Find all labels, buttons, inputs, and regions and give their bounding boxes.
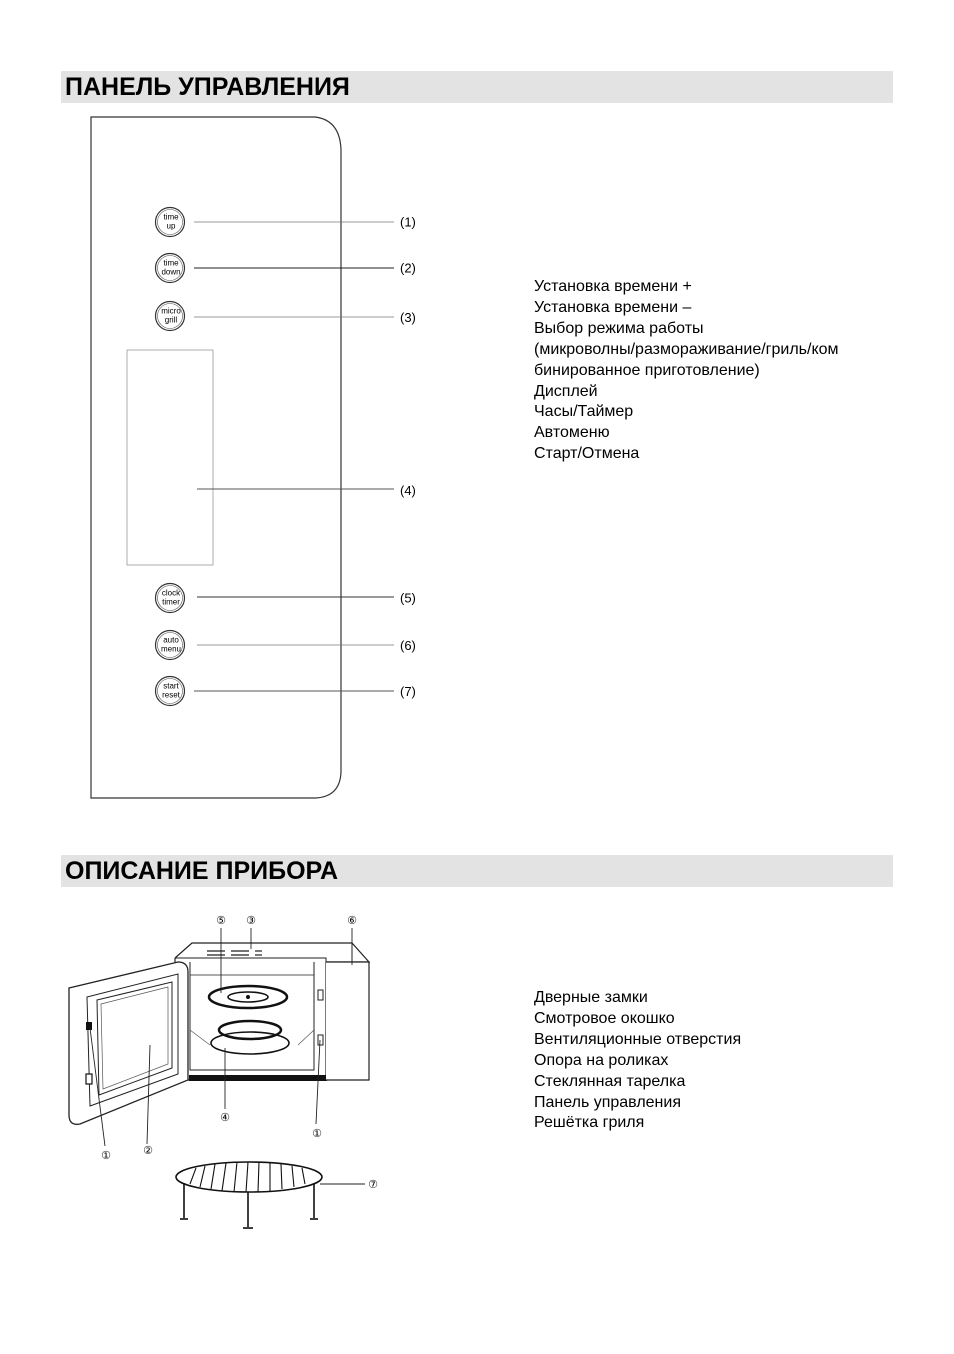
legend-item: Дисплей	[534, 382, 598, 400]
auto-menu-label-1: auto	[163, 635, 179, 645]
appliance-title: ОПИСАНИЕ ПРИБОРА	[65, 857, 339, 885]
marker-6: ⑥	[347, 915, 357, 927]
callout-3: (3)	[400, 310, 416, 325]
door-latch-top	[86, 1022, 92, 1030]
micro-grill-label-1: micro	[161, 306, 181, 316]
legend-item: Автоменю	[534, 424, 610, 442]
time-down-label-1: time	[163, 258, 179, 268]
callout-4: (4)	[400, 483, 416, 498]
start-reset-label-1: start	[163, 681, 179, 691]
auto-menu-label-2: menu	[160, 644, 182, 654]
clock-timer-label-1: clock	[161, 588, 181, 598]
callout-2: (2)	[400, 260, 416, 276]
callout-1: (1)	[400, 214, 416, 230]
legend-item: Дверные замки	[534, 989, 648, 1006]
roller-ring	[219, 1021, 281, 1039]
legend-item: бинированное приготовление)	[534, 361, 760, 379]
legend-item: Вентиляционные отверстия	[534, 1030, 742, 1048]
cabinet-body	[175, 958, 326, 1080]
start-reset-label-2: reset	[162, 690, 180, 700]
appliance-legend	[534, 988, 894, 1134]
legend-item: Часы/Таймер	[534, 403, 634, 421]
micro-grill-label-2: grill	[164, 315, 178, 325]
control-panel-title: ПАНЕЛЬ УПРАВЛЕНИЯ	[65, 73, 350, 101]
legend-item: Опора на роликах	[534, 1051, 669, 1069]
cabinet-base	[189, 1075, 327, 1081]
legend-item: Установка времени +	[534, 278, 692, 295]
grill-rack	[176, 1162, 322, 1228]
marker-2: ②	[143, 1145, 153, 1157]
time-down-label-2: down	[161, 267, 181, 277]
legend-item: Установка времени –	[534, 298, 692, 316]
marker-4: ④	[220, 1112, 230, 1124]
legend-item: Стеклянная тарелка	[534, 1072, 686, 1090]
legend-item: Старт/Отмена	[534, 445, 640, 463]
legend-item: Выбор режима работы	[534, 319, 704, 337]
marker-1-cabinet: ①	[312, 1128, 322, 1140]
callout-7: (7)	[400, 684, 416, 699]
time-up-label-1: time	[163, 212, 179, 222]
marker-3: ③	[246, 915, 256, 927]
door-latch-bottom	[86, 1074, 92, 1084]
side-control-panel	[326, 962, 369, 1080]
legend-item: Решётка гриля	[534, 1114, 645, 1132]
legend-item: (микроволны/размораживание/гриль/ком	[534, 340, 839, 358]
cabinet-top	[175, 943, 369, 962]
callout-6: (6)	[400, 638, 416, 653]
marker-5: ⑤	[216, 915, 226, 927]
callout-5: (5)	[400, 590, 416, 606]
legend-item: Смотровое окошко	[534, 1009, 675, 1027]
legend-item: Панель управления	[534, 1093, 681, 1111]
marker-7: ⑦	[368, 1179, 378, 1191]
clock-timer-label-2: timer	[162, 597, 180, 607]
marker-1-door: ①	[101, 1150, 111, 1162]
time-up-label-2: up	[166, 221, 176, 231]
